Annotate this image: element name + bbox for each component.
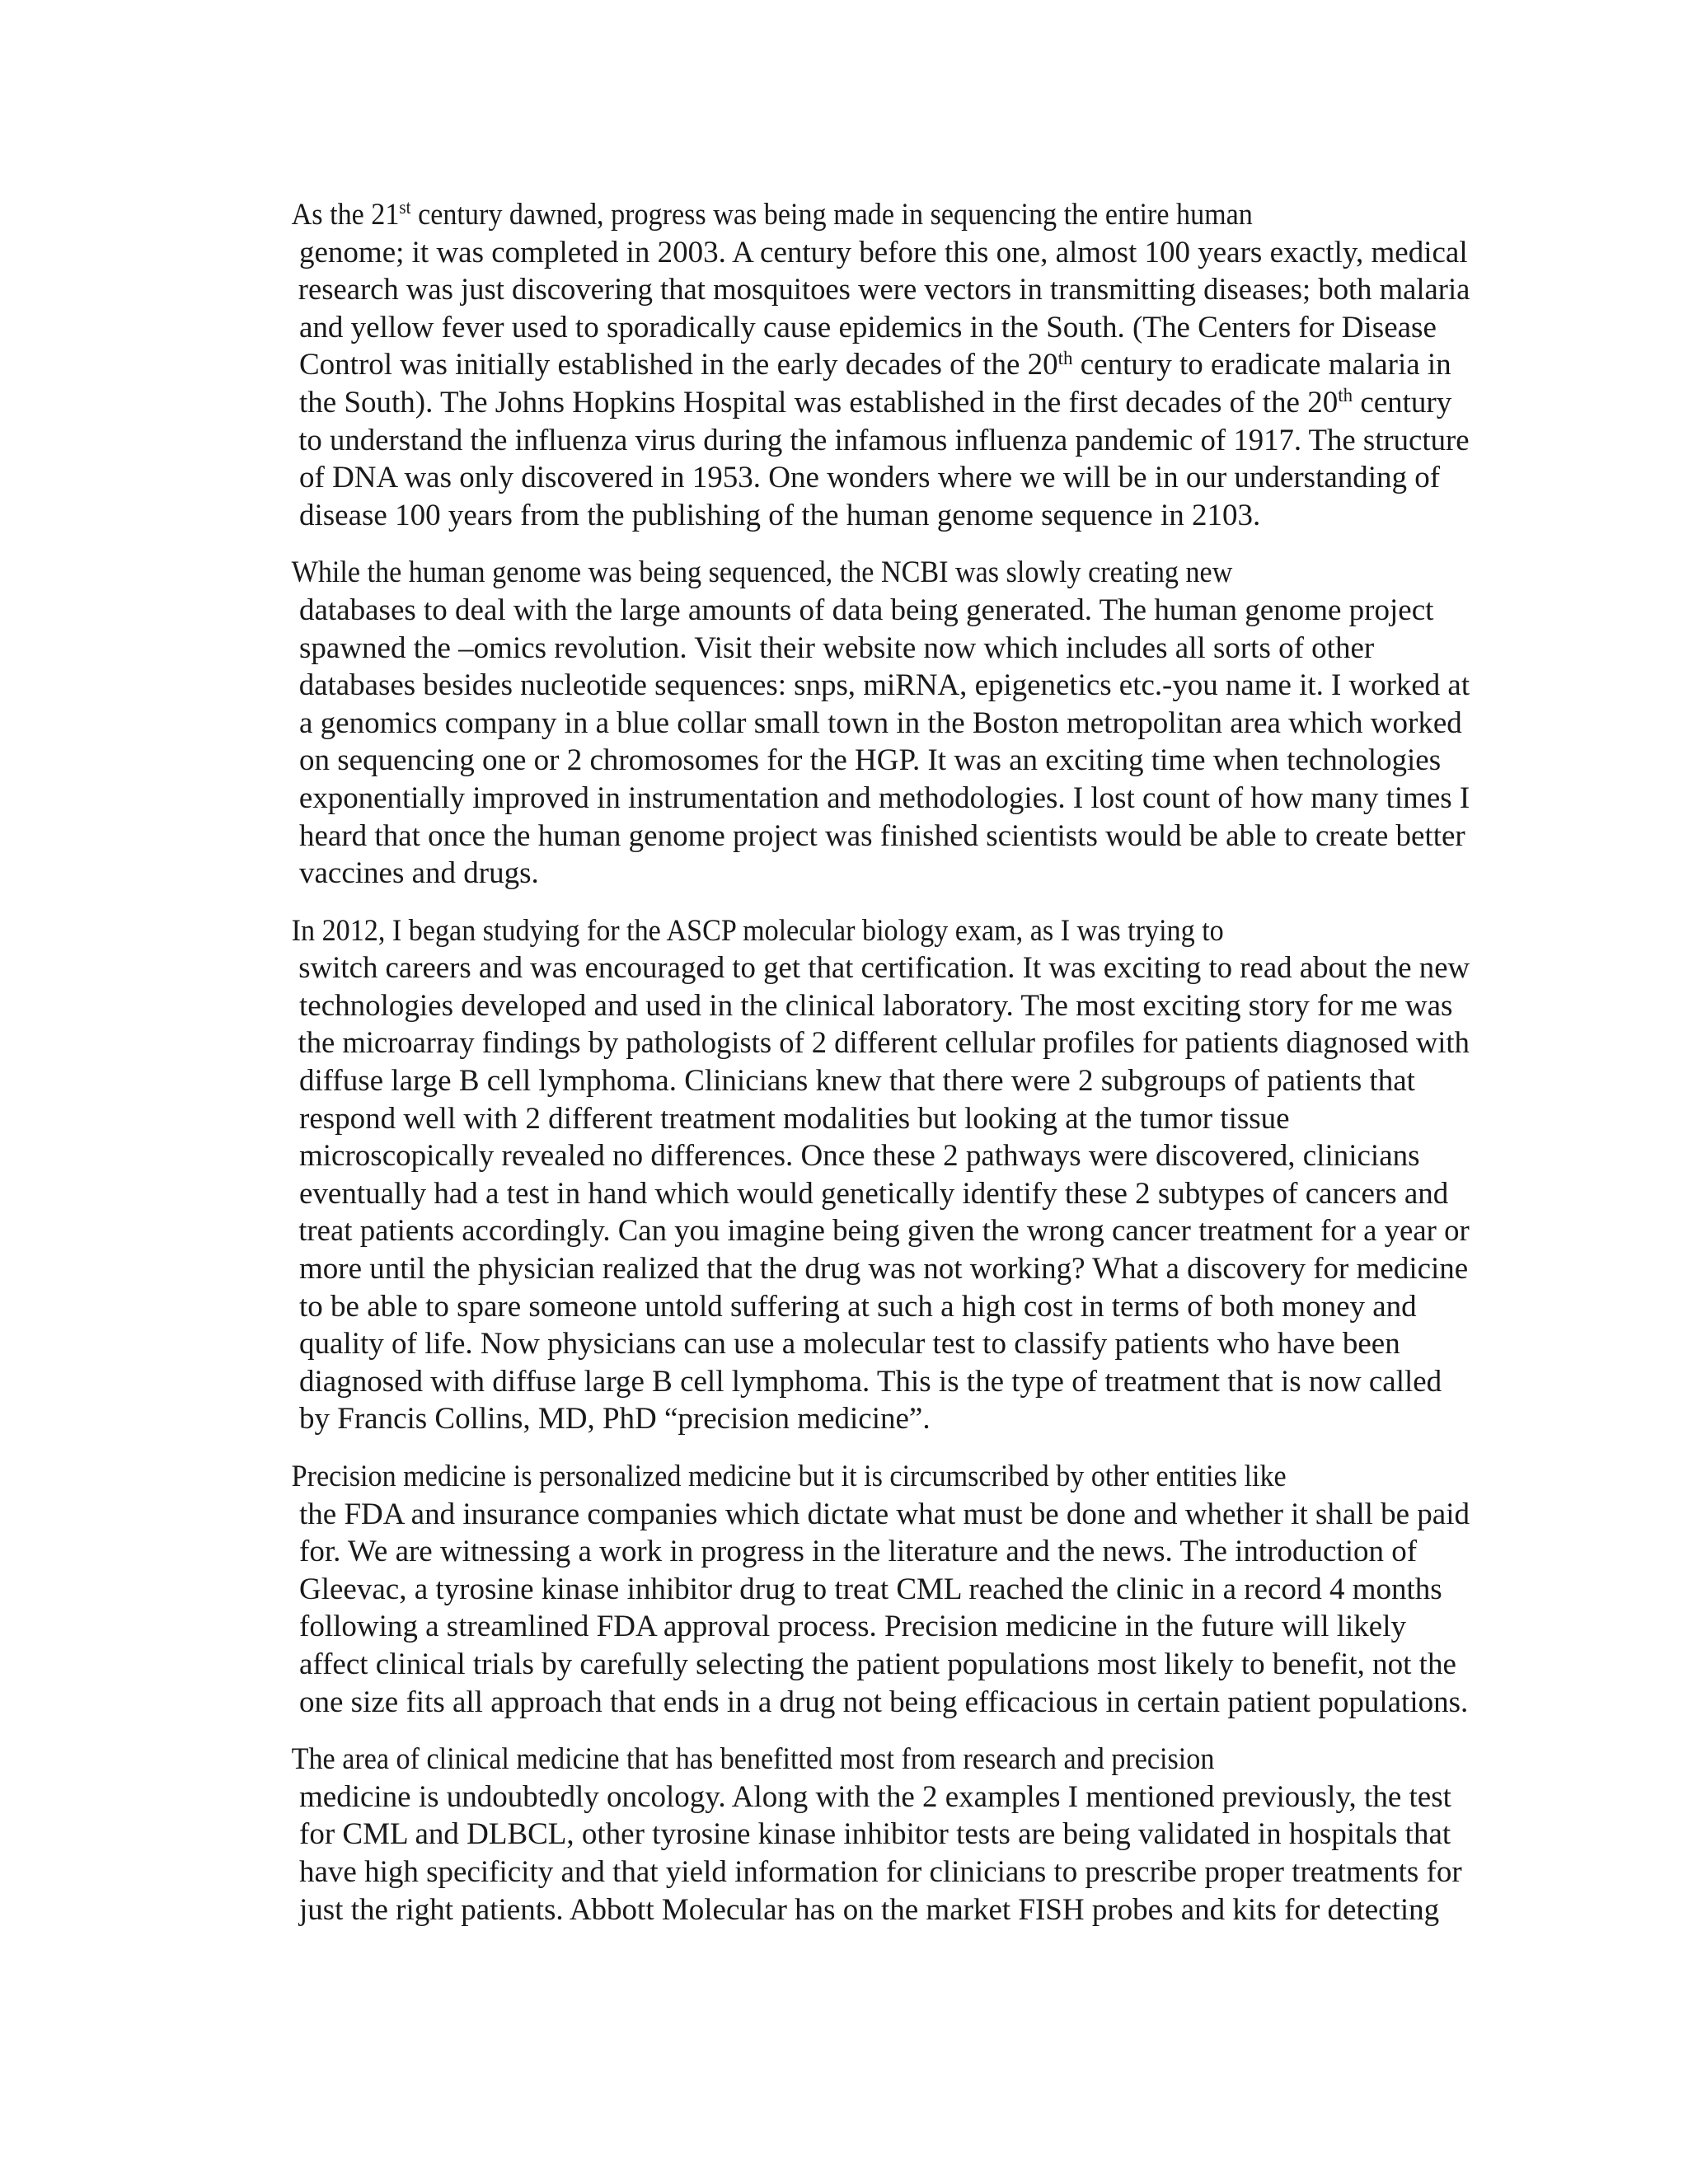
text-line (200, 1533, 1470, 1571)
text-line (200, 1646, 1470, 1684)
text-line (200, 1779, 1470, 1816)
text-segment: and yellow fever used to sporadically cause epidemics in the South. (The Centers for Disease (299, 310, 1437, 344)
text-line (200, 384, 1470, 422)
text-segment: the microarray findings by pathologists of 2 different cellular profiles for patients diagnosed with (298, 1026, 1470, 1061)
text-segment: just the right patients. Abbott Molecular has on the market FISH probes and kits for detecting (299, 1892, 1440, 1927)
document-body (200, 196, 1470, 1948)
text-segment: more until the physician realized that the drug was not working? What a discovery for medicine (299, 1252, 1469, 1286)
text-line (200, 422, 1470, 460)
text-segment: century dawned, progress was being made in sequencing the entire human (410, 198, 1253, 232)
text-segment: respond well with 2 different treatment modalities but looking at the tumor tissue (299, 1101, 1290, 1136)
text-segment: to be able to spare someone untold suffering at such a high cost in terms of both money and (299, 1289, 1417, 1324)
text-segment: microscopically revealed no differences. Once these 2 pathways were discovered, clinicians (299, 1139, 1420, 1174)
text-line (200, 855, 1470, 893)
text-segment: by Francis Collins, MD, PhD “precision medicine”. (299, 1402, 931, 1436)
text-segment: The area of clinical medicine that has benefitted most from research and precision (291, 1742, 1215, 1777)
superscript: th (1338, 385, 1353, 406)
superscript: th (1057, 347, 1073, 368)
text-segment: diffuse large B cell lymphoma. Clinicians knew that there were 2 subgroups of patients that (299, 1064, 1415, 1099)
text-segment: vaccines and drugs. (299, 856, 539, 891)
text-segment: research was just discovering that mosquitoes were vectors in transmitting diseases; both malaria (298, 273, 1470, 307)
text-segment: the South). The Johns Hopkins Hospital was established in the first decades of the 20 (299, 385, 1339, 419)
text-line (200, 459, 1470, 497)
text-line (200, 1024, 1470, 1062)
text-line (200, 346, 1470, 384)
paragraph-5 (200, 1741, 1470, 1929)
text-segment: to understand the influenza virus during the infamous influenza pandemic of 1917. The structure (298, 423, 1470, 457)
superscript: st (399, 197, 411, 218)
text-segment: spawned the –omics revolution. Visit their website now which includes all sorts of other (299, 630, 1375, 665)
text-line (200, 1288, 1470, 1326)
text-segment: Gleevac, a tyrosine kinase inhibitor drug to treat CML reached the clinic in a record 4 months (299, 1572, 1442, 1606)
text-line (200, 1250, 1470, 1288)
text-line (200, 1212, 1470, 1250)
text-segment: switch careers and was encouraged to get that certification. It was exciting to read about the new (298, 951, 1470, 986)
text-line (200, 497, 1470, 535)
text-line (200, 1816, 1470, 1854)
text-segment: In 2012, I began studying for the ASCP molecular biology exam, as I was trying to (291, 913, 1224, 948)
text-line (200, 1854, 1470, 1891)
text-segment: century to eradicate malaria in (1072, 348, 1451, 382)
text-line (200, 196, 1371, 234)
text-line (200, 1741, 1371, 1779)
text-segment: genome; it was completed in 2003. A century before this one, almost 100 years exactly, medical (299, 235, 1468, 269)
text-line (200, 1400, 1470, 1438)
text-segment: treat patients accordingly. Can you imagine being given the wrong cancer treatment for a year or (298, 1214, 1470, 1249)
text-line (200, 818, 1470, 855)
text-segment: one size fits all approach that ends in a drug not being efficacious in certain patient populations. (299, 1685, 1469, 1719)
text-segment: eventually had a test in hand which would genetically identify these 2 subtypes of cancers and (299, 1176, 1449, 1211)
text-segment: diagnosed with diffuse large B cell lymphoma. This is the type of treatment that is now called (299, 1364, 1442, 1399)
paragraph-4 (200, 1458, 1470, 1721)
text-line (200, 912, 1371, 950)
text-segment: technologies developed and used in the clinical laboratory. The most exciting story for me was (299, 988, 1453, 1023)
text-segment: on sequencing one or 2 chromosomes for the HGP. It was an exciting time when technologies (299, 743, 1442, 778)
text-segment: databases to deal with the large amounts of data being generated. The human genome project (299, 593, 1434, 627)
text-line (200, 1137, 1470, 1175)
text-segment: for CML and DLBCL, other tyrosine kinase inhibitor tests are being validated in hospitals that (299, 1817, 1451, 1852)
text-line (200, 1571, 1470, 1609)
text-line (200, 667, 1470, 705)
paragraph-2 (200, 554, 1470, 892)
text-line (200, 271, 1470, 309)
text-segment: a genomics company in a blue collar small town in the Boston metropolitan area which worked (299, 705, 1462, 740)
text-line (200, 592, 1470, 630)
text-segment: following a streamlined FDA approval process. Precision medicine in the future will likely (299, 1610, 1407, 1644)
text-line (200, 1325, 1470, 1363)
text-line (200, 1891, 1470, 1929)
text-line (200, 1363, 1470, 1401)
text-line (200, 1062, 1470, 1100)
text-segment: While the human genome was being sequenced, the NCBI was slowly creating new (291, 555, 1233, 590)
text-line (200, 780, 1468, 818)
text-line (200, 987, 1470, 1025)
text-segment: of DNA was only discovered in 1953. One wonders where we will be in our understanding of (299, 461, 1441, 495)
text-segment: exponentially improved in instrumentation and methodologies. I lost count of how many times I (298, 780, 1470, 815)
text-line (200, 1100, 1470, 1138)
text-segment: Precision medicine is personalized medicine but it is circumscribed by other entities like (291, 1460, 1287, 1493)
text-segment: quality of life. Now physicians can use a molecular test to classify patients who have been (299, 1327, 1400, 1361)
text-line (200, 742, 1470, 780)
text-segment: have high specificity and that yield information for clinicians to prescribe proper treatments for (299, 1854, 1462, 1889)
text-line (200, 309, 1470, 347)
text-segment: the FDA and insurance companies which dictate what must be done and whether it shall be paid (299, 1497, 1470, 1531)
text-line (200, 554, 1371, 592)
text-line (200, 1496, 1470, 1534)
text-segment: disease 100 years from the publishing of the human genome sequence in 2103. (299, 498, 1261, 532)
paragraph-1 (200, 196, 1470, 534)
text-line (200, 1608, 1470, 1646)
text-line (200, 630, 1470, 668)
text-line (200, 1175, 1470, 1213)
text-segment: Control was initially established in the early decades of the 20 (299, 348, 1058, 382)
text-segment: affect clinical trials by carefully selecting the patient populations most likely to benefit, not the (299, 1647, 1456, 1681)
text-segment: medicine is undoubtedly oncology. Along with the 2 examples I mentioned previously, the test (299, 1779, 1451, 1814)
text-segment: heard that once the human genome project was finished scientists would be able to create better (299, 818, 1465, 853)
text-segment: century (1353, 385, 1452, 419)
paragraph-3 (200, 912, 1470, 1438)
text-line (200, 949, 1470, 987)
text-line (200, 705, 1470, 743)
text-line (200, 1684, 1470, 1722)
text-segment: for. We are witnessing a work in progress in the literature and the news. The introduction of (299, 1535, 1418, 1569)
text-segment: databases besides nucleotide sequences: snps, miRNA, epigenetics etc.-you name it. I worked at (298, 668, 1470, 703)
text-line (200, 1458, 1371, 1496)
text-segment: As the 21 (291, 198, 400, 232)
text-line (200, 234, 1470, 272)
